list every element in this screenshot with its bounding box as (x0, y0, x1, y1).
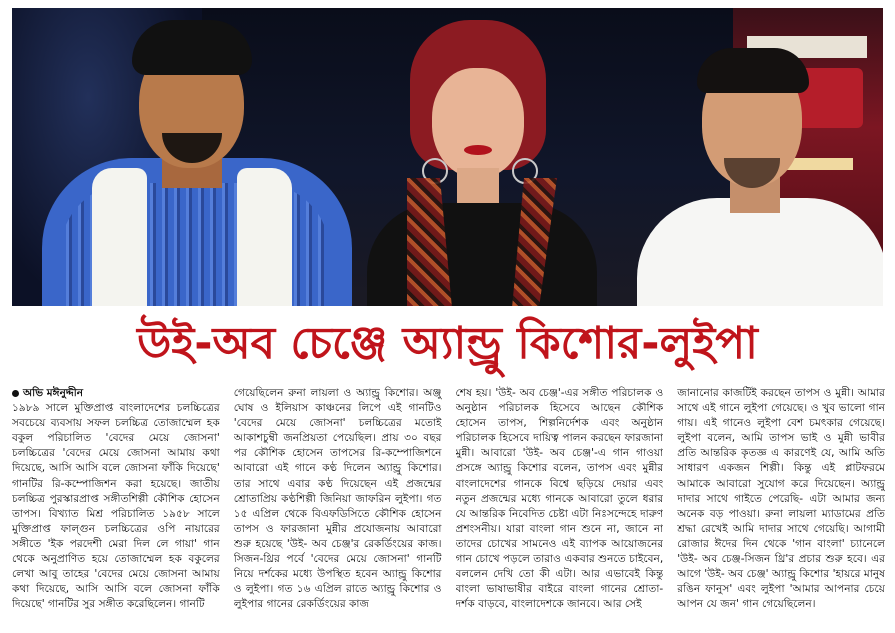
column-text: জানানোর কাজটিই করছেন তাপস ও মুন্নী। আমার সাথে এই গানে লুইপা গেয়েছে। ও খুব ভালো গান গায়। এই গানেও লুইপা বেশ চমৎকার গেয়েছে। লুইপা বলেন, আমি তাপস ভাই ও মুন্নী ভাবীর প্রতি আন্তরিক কৃতজ্ঞ এ কারণেই যে, আমি অতি সাধারণ একজন শিল্পী। কিন্তু এই প্লাটফরমে আমাকে আবারো সুযোগ করে দিয়েছেন। অ্যান্ড্রু দাদার সাথে গাইতে পেরেছি- এটা আমার জন্য অনেক বড় পাওয়া। রুনা লায়লা ম্যাডামের প্রতি শ্রদ্ধা রেখেই আমি দাদার সাথে গেয়েছি। আগামী রোজার ঈদের দিন থেকে 'গান বাংলা' চ্যানেলে 'উই- অব চেঞ্জ-সিজন থ্রি'র প্রচার শুরু হবে। এর আগে 'উই- অব চেঞ্জ' অ্যান্ড্রু কিশোর 'হায়রে মানুষ রঙিন ফানুস' এবং লুইপা 'আমার আপনার চেয়ে আপন যে জন' গান গেয়েছিলেন। (677, 387, 885, 611)
bullet-icon (12, 390, 19, 397)
person-left-scarf (92, 168, 147, 306)
article-column-3 (456, 386, 664, 628)
column-text: ১৯৮৯ সালে মুক্তিপ্রাপ্ত বাংলাদেশের চলচ্চিত্রের সবচেয়ে ব্যবসায় সফল চলচ্চিত্র তোজাম্মেল হক বকুল পরিচালিত 'বেদের মেয়ে জোসনা' চলচ্চিত্রের 'বেদের মেয়ে জোসনা আমায় কথা দিয়েছে, আসি আসি বলে জোসনা ফাঁকি দিয়েছে' গানটির রি-কম্পোজিশন করা হয়েছে। জাতীয় চলচ্চিত্র পুরস্কারপ্রাপ্ত সঙ্গীতশিল্পী কৌশিক হোসেন তাপস। বিখ্যাত মিশ্র পরিচালিত ১৯৫৮ সালে মুক্তিপ্রাপ্ত ফাল্গুন চলচ্চিত্রের ওপি নায়ারের সঙ্গীতে 'ইক পরদেশী মেরা দিল লে গায়া' গান থেকে অনুপ্রাণিত হয়ে তোজাম্মেল হক বকুলের লেখা আবু তাহের 'বেদের মেয়ে জোসনা আমায় কথা দিয়েছে, আসি আসি বলে জোসনা ফাঁকি দিয়েছে' গানটির সুর সঙ্গীত করেছিলেন। গানটি (12, 402, 220, 611)
person-center-body (367, 203, 597, 306)
column-text: শেষ হয়। 'উই- অব চেঞ্জ'-এর সঙ্গীত পরিচালক ও অনুষ্ঠান পরিচালক হিসেবে আছেন কৌশিক হোসেন তাপস, শিল্পনির্দেশক এবং অনুষ্ঠান পরিচালক হিসেবে দায়িত্ব পালন করছেন ফারজানা মুন্নী। আবারো 'উই- অব চেঞ্জ'-এ গান গাওয়া প্রসঙ্গে অ্যান্ড্রু কিশোর বলেন, তাপস এবং মুন্নীর বাংলাদেশের গানকে বিশ্বে ছড়িয়ে দেয়ার এবং নতুন প্রজন্মের মধ্যে গানকে আবারো তুলে ধরার যে আন্তরিক নিবেদিত চেষ্টা এটা নিঃসন্দেহে দারুণ প্রশংসনীয়। যারা বাংলা গান শুনে না, জানে না তাদের চোখের সামনেও এই ব্যাপক আয়োজনের গান চোখে পড়লে তারাও একবার শুনতে চাইবেন, বললেন দেখি তো কী এটা। আর এভাবেই কিন্তু বাংলা ভাষাভাষীর বাইরে বাংলা গানের শ্রোতা-দর্শক বাড়বে, বাংলাদেশকে জানবে। আর সেই (455, 387, 664, 611)
article-column-1 (12, 386, 220, 628)
article-column-4 (677, 386, 885, 628)
byline (12, 386, 220, 401)
person-right-body (637, 198, 883, 306)
article-photo (12, 8, 883, 306)
byline-author: অভি মঈনুদ্দীন (23, 387, 84, 399)
article-body (12, 386, 885, 628)
article-column-2 (234, 386, 442, 628)
article-headline: উই-অব চেঞ্জে অ্যান্ড্রু কিশোর-লুইপা (137, 318, 758, 369)
column-text: গেয়েছিলেন রুনা লায়লা ও অ্যান্ড্রু কিশোর। অঞ্জু ঘোষ ও ইলিয়াস কাঞ্চনের লিপে এই গানটিও 'বেদের মেয়ে জোসনা' চলচ্চিত্রের মতোই আকাশচুম্বী জনপ্রিয়তা পেয়েছিল। প্রায় ৩০ বছর পর কৌশিক হোসেন তাপসের রি-কম্পোজিশনে আবারো এই গানে কণ্ঠ দিলেন অ্যান্ড্রু কিশোর। তার সাথে এবার কণ্ঠ দিয়েছেন এই প্রজন্মের শ্রোতাপ্রিয় কণ্ঠশিল্পী জিনিয়া জাফরিন লুইপা। গত ১৫ এপ্রিল থেকে বিএফডিসিতে কৌশিক হোসেন তাপস ও ফারজানা মুন্নীর প্রযোজনায় আবারো শুরু হয়েছে 'উই- অব চেঞ্জ'র রেকর্ডিংয়ের কাজ। সিজন-থ্রির পর্বে 'বেদের মেয়ে জোসনা' গানটি নিয়ে দর্শকের মধ্যে উপস্থিত হবেন অ্যান্ড্রু কিশোর ও লুইপা। গত ১৬ এপ্রিল রাতে অ্যান্ড্রু কিশোর ও লুইপার গানের রেকর্ডিংয়ের কাজ (233, 387, 442, 611)
person-center-head (432, 68, 524, 178)
